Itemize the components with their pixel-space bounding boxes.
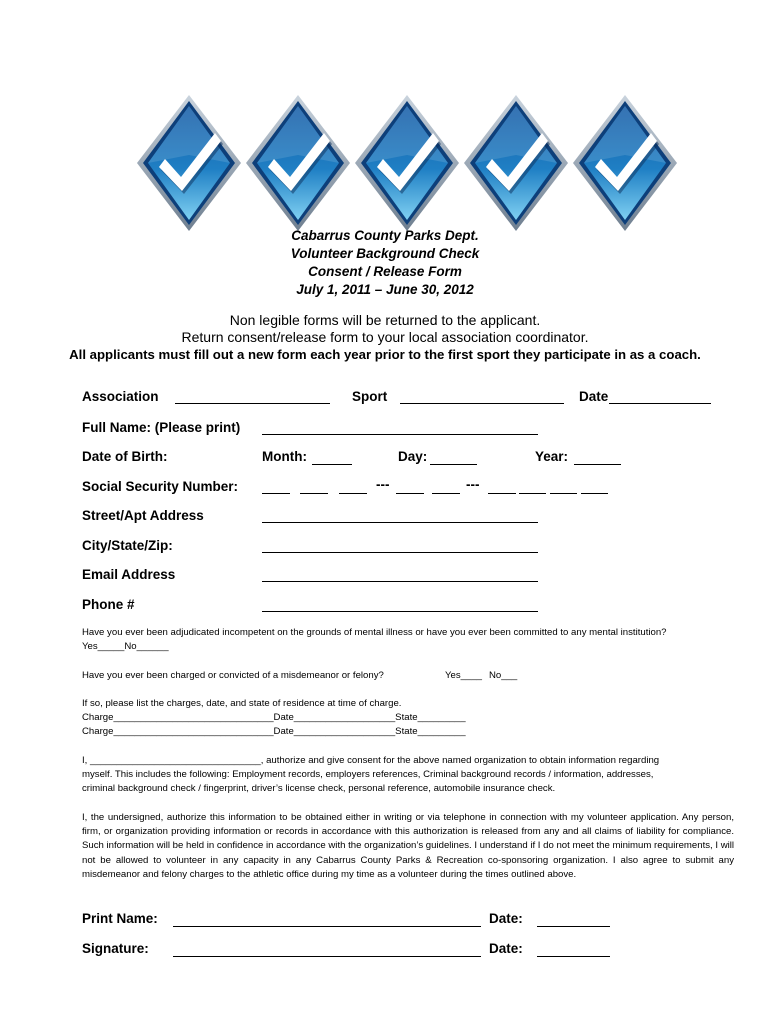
charge-row[interactable]: Charge______________________________Date___________________State_________ [82, 712, 466, 723]
dob-year-field[interactable] [574, 464, 621, 465]
association-field[interactable] [175, 403, 330, 404]
print-date-label: Date: [489, 911, 523, 926]
consent-line: I, ________________________________, authorize and give consent for the above named organization to obtain information regarding [82, 755, 660, 766]
checkmark-diamond-icon [353, 93, 461, 233]
ssn-digit-field[interactable] [581, 493, 608, 494]
dob-month-label: Month: [262, 449, 307, 464]
signature-date-label: Date: [489, 941, 523, 956]
full-name-label: Full Name: (Please print) [82, 420, 241, 435]
ssn-digit-field[interactable] [550, 493, 577, 494]
notice-legible: Non legible forms will be returned to the applicant. [229, 312, 541, 328]
date-field[interactable] [609, 403, 711, 404]
city-field[interactable] [262, 552, 538, 553]
sport-label: Sport [352, 389, 388, 404]
street-field[interactable] [262, 522, 538, 523]
form-period: July 1, 2011 – June 30, 2012 [296, 282, 474, 297]
ssn-dash: --- [376, 477, 390, 492]
print-date-field[interactable] [537, 926, 610, 927]
dob-day-label: Day: [398, 449, 428, 464]
email-label: Email Address [82, 567, 176, 582]
notice-return: Return consent/release form to your local association coordinator. [181, 329, 589, 345]
consent-line: criminal background check / fingerprint, driver’s license check, personal reference, automobile insurance check. [82, 783, 556, 794]
sport-field[interactable] [400, 403, 564, 404]
email-field[interactable] [262, 581, 538, 582]
ssn-digit-field[interactable] [262, 493, 290, 494]
form-title: Volunteer Background Check [290, 246, 480, 261]
ssn-label: Social Security Number: [82, 479, 239, 494]
signature-label: Signature: [82, 941, 149, 956]
signature-date-field[interactable] [537, 956, 610, 957]
charge-row[interactable]: Charge______________________________Date___________________State_________ [82, 726, 466, 737]
checkmark-diamond-icon [135, 93, 243, 233]
signature-field[interactable] [173, 956, 481, 957]
city-label: City/State/Zip: [82, 538, 173, 553]
street-label: Street/Apt Address [82, 508, 204, 523]
authorization-paragraph: I, the undersigned, authorize this information to be obtained either in writing or via telephone in connection with my volunteer application. Any person, firm, or organization providing information or records in accordance with this authorization is released from any and all claims of liability for compliance. Such information will be held in confidence in accordance with the organization’s guidelines. I understand if I do not meet the minimum requirements, I will not be allowed to volunteer in any capacity in any Cabarrus County Parks & Recreation co-sponsoring organization. I also agree to submit any misdemeanor and felony charges to the athletic office during my time as a volunteer during the times outlined above. [82, 812, 735, 880]
question-mental: Have you ever been adjudicated incompetent on the grounds of mental illness or have you ever been committed to any mental institution? [82, 627, 667, 638]
dob-month-field[interactable] [312, 464, 352, 465]
association-label: Association [82, 389, 159, 404]
form-subtitle: Consent / Release Form [308, 264, 462, 279]
checkmark-diamond-icon [571, 93, 679, 233]
org-title: Cabarrus County Parks Dept. [291, 228, 479, 243]
ssn-digit-field[interactable] [339, 493, 367, 494]
date-label: Date [579, 389, 609, 404]
consent-line: myself. This includes the following: Employment records, employers references, Criminal background records / information, addresses, [82, 769, 654, 780]
ssn-dash: --- [466, 477, 480, 492]
checkmark-diamond-icon [462, 93, 570, 233]
ssn-digit-field[interactable] [432, 493, 460, 494]
question-charged: Have you ever been charged or convicted of a misdemeanor or felony? [82, 670, 384, 681]
question-charged-yes[interactable]: Yes____ [445, 670, 482, 681]
dob-year-label: Year: [535, 449, 569, 464]
phone-label: Phone # [82, 597, 135, 612]
full-name-field[interactable] [262, 434, 538, 435]
ssn-digit-field[interactable] [488, 493, 516, 494]
dob-label: Date of Birth: [82, 449, 168, 464]
checkmark-icon-row [135, 93, 680, 233]
ssn-digit-field[interactable] [519, 493, 546, 494]
question-charged-no[interactable]: No___ [489, 670, 518, 681]
print-name-label: Print Name: [82, 911, 158, 926]
print-name-field[interactable] [173, 926, 481, 927]
ssn-digit-field[interactable] [300, 493, 328, 494]
dob-day-field[interactable] [430, 464, 477, 465]
checkmark-diamond-icon [244, 93, 352, 233]
question-mental-answer[interactable]: Yes_____No______ [82, 641, 169, 652]
ssn-digit-field[interactable] [396, 493, 424, 494]
charges-instruction: If so, please list the charges, date, and state of residence at time of charge. [82, 698, 402, 709]
phone-field[interactable] [262, 611, 538, 612]
notice-new-form: All applicants must fill out a new form each year prior to the first sport they participate in as a coach. [69, 347, 701, 362]
